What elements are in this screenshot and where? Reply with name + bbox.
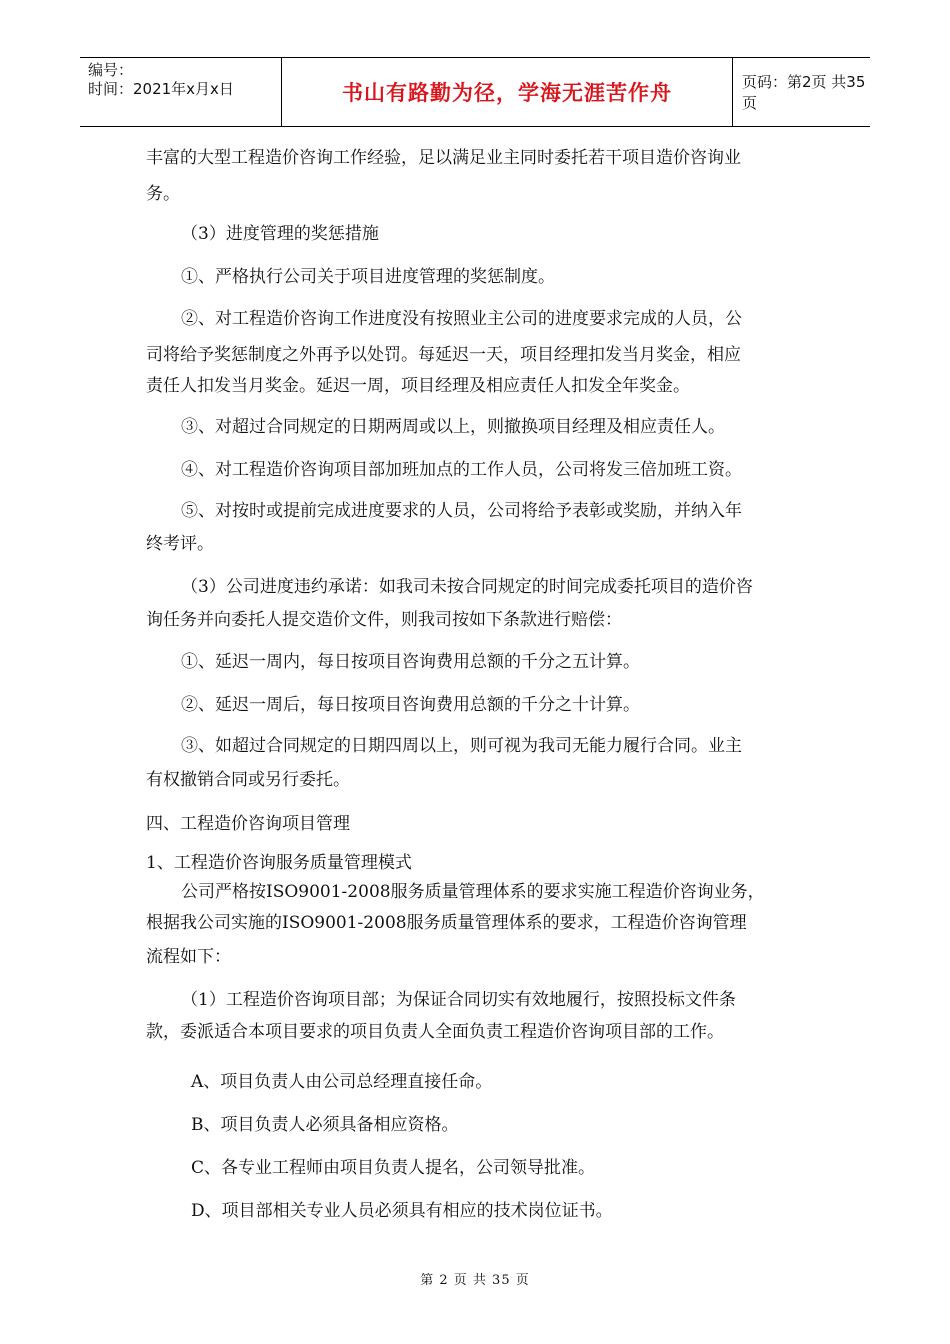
paragraph-line: 终考评。 [146, 534, 214, 554]
paragraph-line: 丰富的大型工程造价咨询工作经验，足以满足业主同时委托若干项目造价咨询业 [146, 148, 741, 168]
doc-number-label: 编号： [88, 61, 134, 79]
paragraph-line: ⑤、对按时或提前完成进度要求的人员，公司将给予表彰或奖励，并纳入年 [181, 501, 742, 521]
paragraph-line: 有权撤销合同或另行委托。 [146, 770, 350, 790]
list-item: C、各专业工程师由项目负责人提名，公司领导批准。 [191, 1158, 596, 1178]
paragraph-line: （1）工程造价咨询项目部；为保证合同切实有效地履行，按照投标文件条 [181, 990, 736, 1010]
paragraph-line: 务。 [146, 184, 180, 204]
paragraph-line: ③、如超过合同规定的日期四周以上，则可视为我司无能力履行合同。业主 [181, 736, 742, 756]
paragraph-line: ③、对超过合同规定的日期两周或以上，则撤换项目经理及相应责任人。 [181, 417, 725, 437]
paragraph-line: 司将给予奖惩制度之外再予以处罚。每延迟一天，项目经理扣发当月奖金，相应 [146, 345, 741, 365]
header-motto-cell [281, 58, 733, 126]
paragraph-line: ①、延迟一周内，每日按项目咨询费用总额的千分之五计算。 [181, 652, 640, 672]
list-item: A、项目负责人由公司总经理直接任命。 [191, 1072, 493, 1092]
page-footer: 第 2 页 共 35 页 [420, 1273, 530, 1288]
paragraph-line: ④、对工程造价咨询项目部加班加点的工作人员，公司将发三倍加班工资。 [181, 460, 742, 480]
subsection-heading: 1、工程造价咨询服务质量管理模式 [146, 853, 412, 873]
list-item: D、项目部相关专业人员必须具有相应的技术岗位证书。 [191, 1201, 613, 1221]
paragraph-line: 公司严格按ISO9001-2008服务质量管理体系的要求实施工程造价咨询业务， [181, 882, 765, 902]
list-item: B、项目负责人必须具备相应资格。 [191, 1115, 459, 1135]
paragraph-line: ①、严格执行公司关于项目进度管理的奖惩制度。 [181, 267, 555, 287]
header-motto: 书山有路勤为径，学海无涯苦作舟 [342, 81, 672, 105]
paragraph-line: ②、延迟一周后，每日按项目咨询费用总额的千分之十计算。 [181, 695, 640, 715]
section-heading: （3）进度管理的奖惩措施 [181, 224, 379, 244]
page-header [80, 57, 870, 127]
paragraph-line: （3）公司进度违约承诺：如我司未按合同规定的时间完成委托项目的造价咨 [181, 577, 753, 597]
doc-time-label: 时间：2021年x月x日 [88, 80, 234, 98]
paragraph-line: 根据我公司实施的ISO9001-2008服务质量管理体系的要求，工程造价咨询管理 [146, 913, 747, 933]
paragraph-line: 责任人扣发当月奖金。延迟一周，项目经理及相应责任人扣发全年奖金。 [146, 376, 690, 396]
paragraph-line: ②、对工程造价咨询工作进度没有按照业主公司的进度要求完成的人员，公 [181, 309, 742, 329]
paragraph-line: 询任务并向委托人提交造价文件，则我司按如下条款进行赔偿： [146, 610, 622, 630]
paragraph-line: 流程如下： [146, 947, 231, 967]
header-page-info: 页码：第2页 共35页 [742, 73, 866, 112]
paragraph-line: 款，委派适合本项目要求的项目负责人全面负责工程造价咨询项目部的工作。 [146, 1022, 724, 1042]
section-heading: 四、工程造价咨询项目管理 [146, 814, 350, 834]
header-meta [80, 58, 281, 126]
